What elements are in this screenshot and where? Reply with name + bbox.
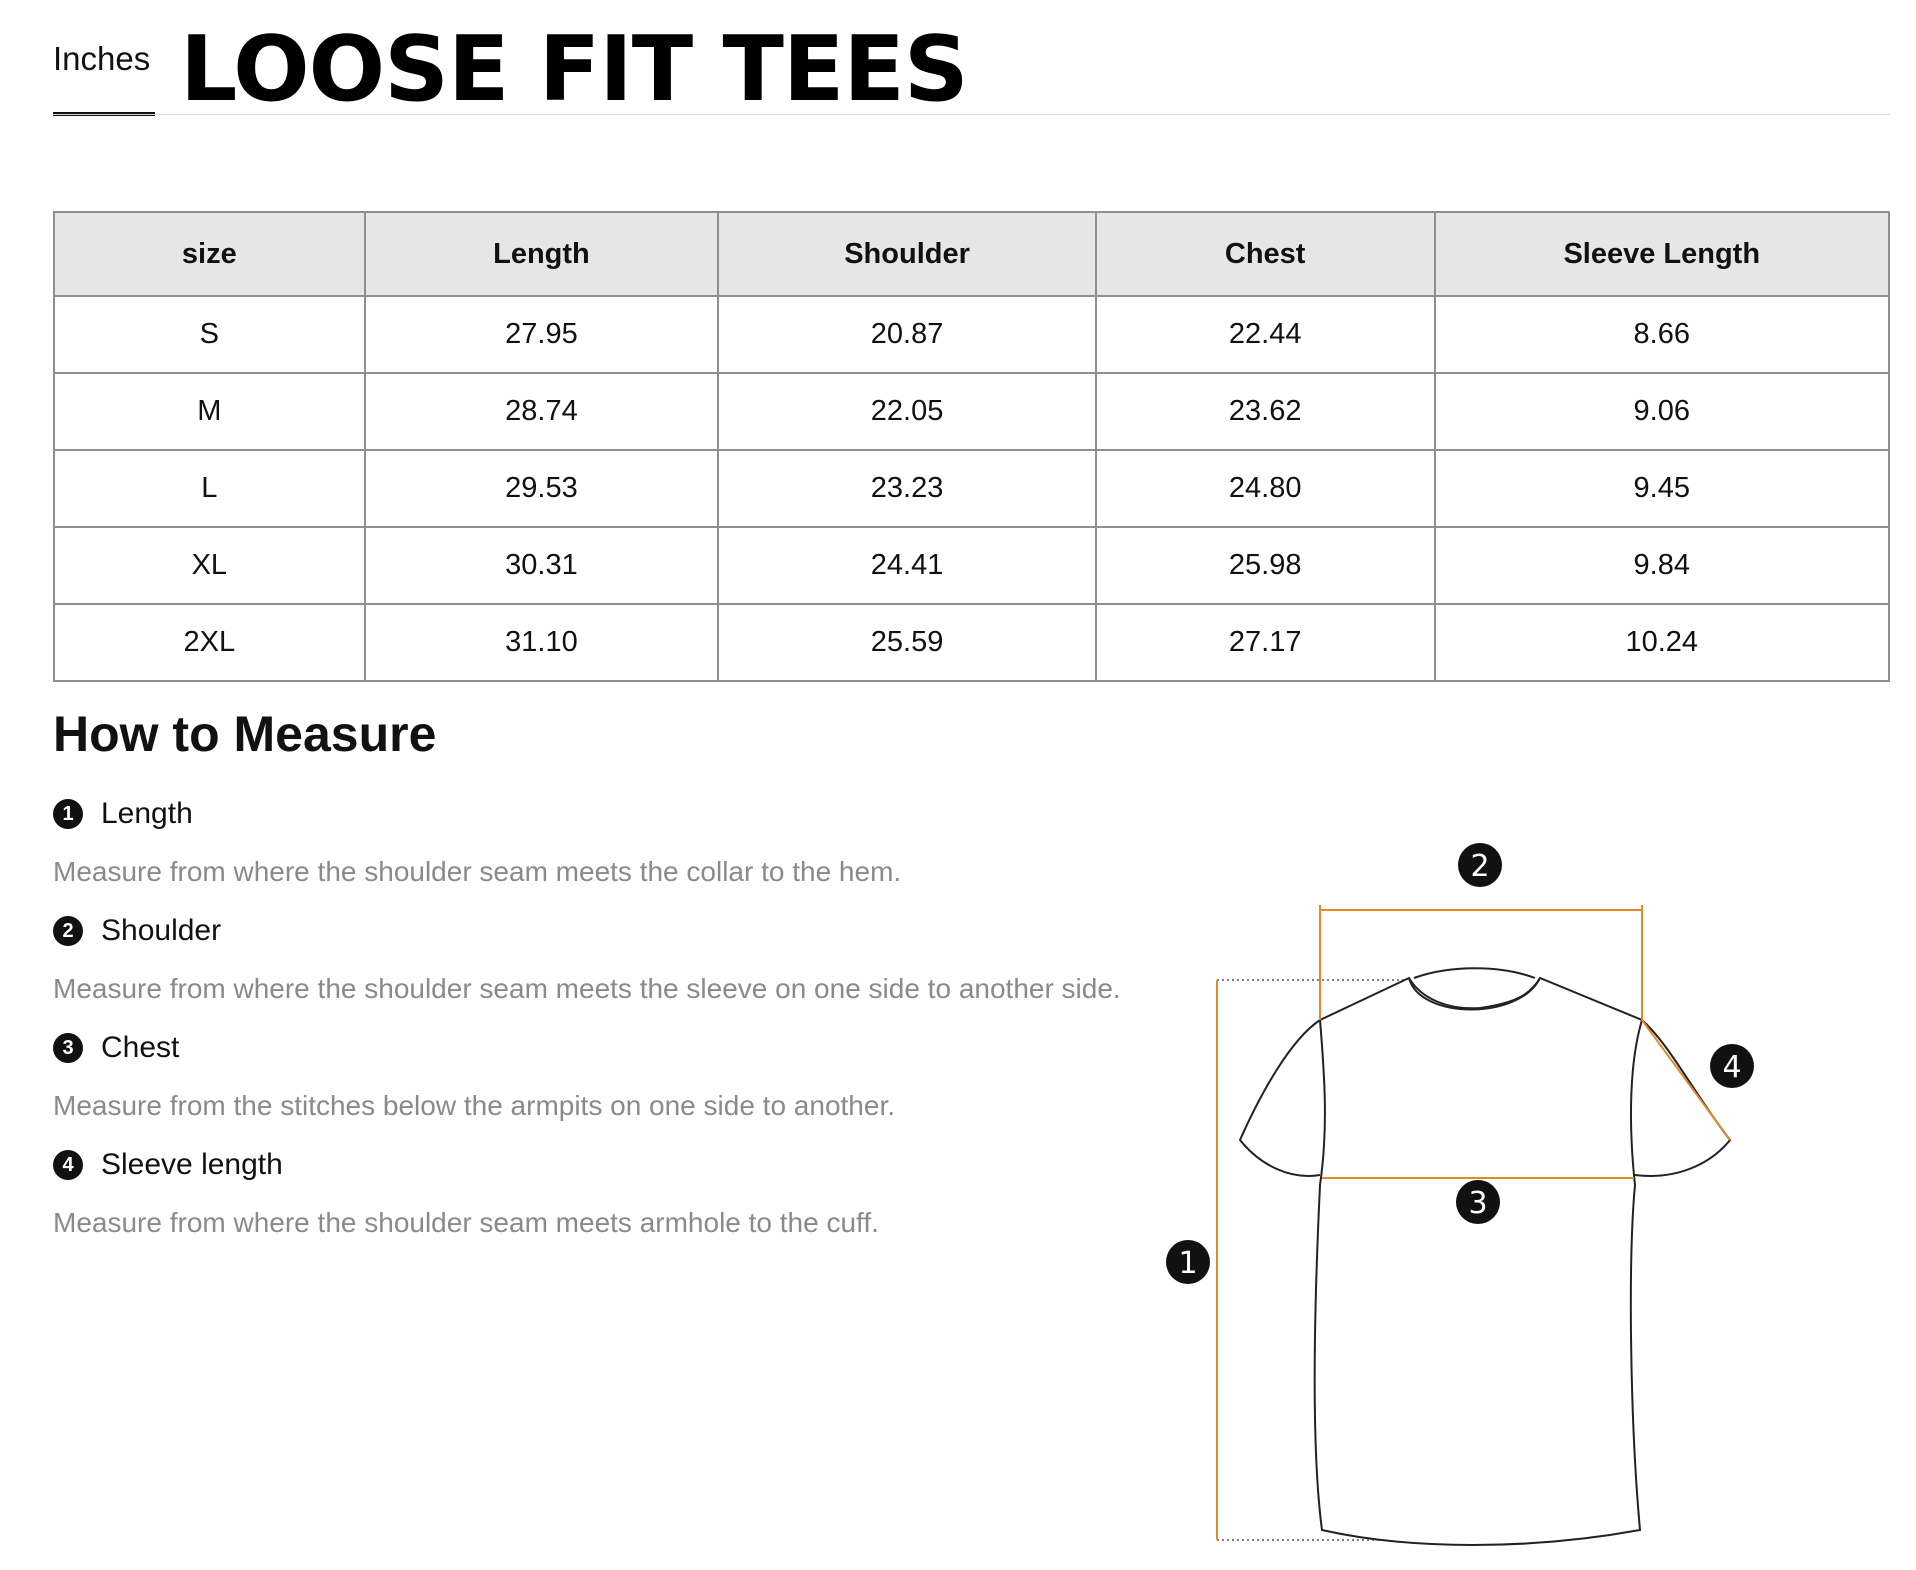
- step-chest: [53, 1031, 179, 1065]
- measurement-diagram: [1150, 820, 1780, 1560]
- length-cell: 27.95: [365, 296, 719, 373]
- number-3-icon: 3: [53, 1033, 83, 1063]
- column-header-chest: Chest: [1096, 212, 1435, 296]
- shoulder-cell: 24.41: [718, 527, 1096, 604]
- table-row: [54, 450, 1889, 527]
- number-4-icon: 4: [53, 1150, 83, 1180]
- table-row: [54, 527, 1889, 604]
- chest-cell: 24.80: [1096, 450, 1435, 527]
- length-cell: 29.53: [365, 450, 719, 527]
- sleeve-length-cell: 8.66: [1435, 296, 1890, 373]
- chest-cell: 22.44: [1096, 296, 1435, 373]
- size-cell: S: [54, 296, 365, 373]
- shoulder-cell: 23.23: [718, 450, 1096, 527]
- sleeve-length-cell: 10.24: [1435, 604, 1890, 681]
- number-1-icon: 1: [53, 799, 83, 829]
- length-cell: 28.74: [365, 373, 719, 450]
- chest-cell: 23.62: [1096, 373, 1435, 450]
- page-title: LOOSE FIT TEES: [180, 17, 968, 122]
- step-title: Sleeve length: [101, 1148, 283, 1181]
- size-cell: XL: [54, 527, 365, 604]
- table-row: [54, 373, 1889, 450]
- unit-tab-inches[interactable]: Inches: [53, 40, 151, 77]
- marker-3-label: 3: [1468, 1186, 1488, 1221]
- marker-4-label: 4: [1722, 1050, 1742, 1085]
- step-description: Measure from where the shoulder seam meets armhole to the cuff.: [53, 1207, 879, 1238]
- step-title: Shoulder: [101, 914, 222, 947]
- chest-cell: 27.17: [1096, 604, 1435, 681]
- step-length: [53, 797, 193, 831]
- column-header-size: size: [54, 212, 365, 296]
- tshirt-outline-icon: [1150, 820, 1780, 1560]
- table-row: [54, 604, 1889, 681]
- step-title: Chest: [101, 1031, 180, 1064]
- size-cell: M: [54, 373, 365, 450]
- sleeve-length-cell: 9.06: [1435, 373, 1890, 450]
- shoulder-cell: 20.87: [718, 296, 1096, 373]
- size-cell: 2XL: [54, 604, 365, 681]
- step-description: Measure from the stitches below the armpits on one side to another.: [53, 1090, 896, 1121]
- sleeve-length-cell: 9.45: [1435, 450, 1890, 527]
- marker-2-label: 2: [1470, 849, 1490, 884]
- length-cell: 30.31: [365, 527, 719, 604]
- step-description: Measure from where the shoulder seam meets the collar to the hem.: [53, 856, 902, 887]
- shoulder-cell: 25.59: [718, 604, 1096, 681]
- table-header-row: [54, 212, 1889, 296]
- step-shoulder: [53, 914, 221, 948]
- step-sleeve-length: [53, 1148, 283, 1182]
- length-cell: 31.10: [365, 604, 719, 681]
- step-title: Length: [101, 797, 193, 830]
- column-header-sleeve-length: Sleeve Length: [1435, 212, 1890, 296]
- column-header-shoulder: Shoulder: [718, 212, 1096, 296]
- size-cell: L: [54, 450, 365, 527]
- marker-1-label: 1: [1178, 1246, 1198, 1281]
- step-description: Measure from where the shoulder seam meets the sleeve on one side to another side.: [53, 973, 1121, 1004]
- shoulder-cell: 22.05: [718, 373, 1096, 450]
- how-to-measure-title: How to Measure: [53, 706, 437, 762]
- column-header-length: Length: [365, 212, 719, 296]
- chest-cell: 25.98: [1096, 527, 1435, 604]
- sleeve-length-cell: 9.84: [1435, 527, 1890, 604]
- size-table: [53, 211, 1890, 682]
- number-2-icon: 2: [53, 916, 83, 946]
- table-row: [54, 296, 1889, 373]
